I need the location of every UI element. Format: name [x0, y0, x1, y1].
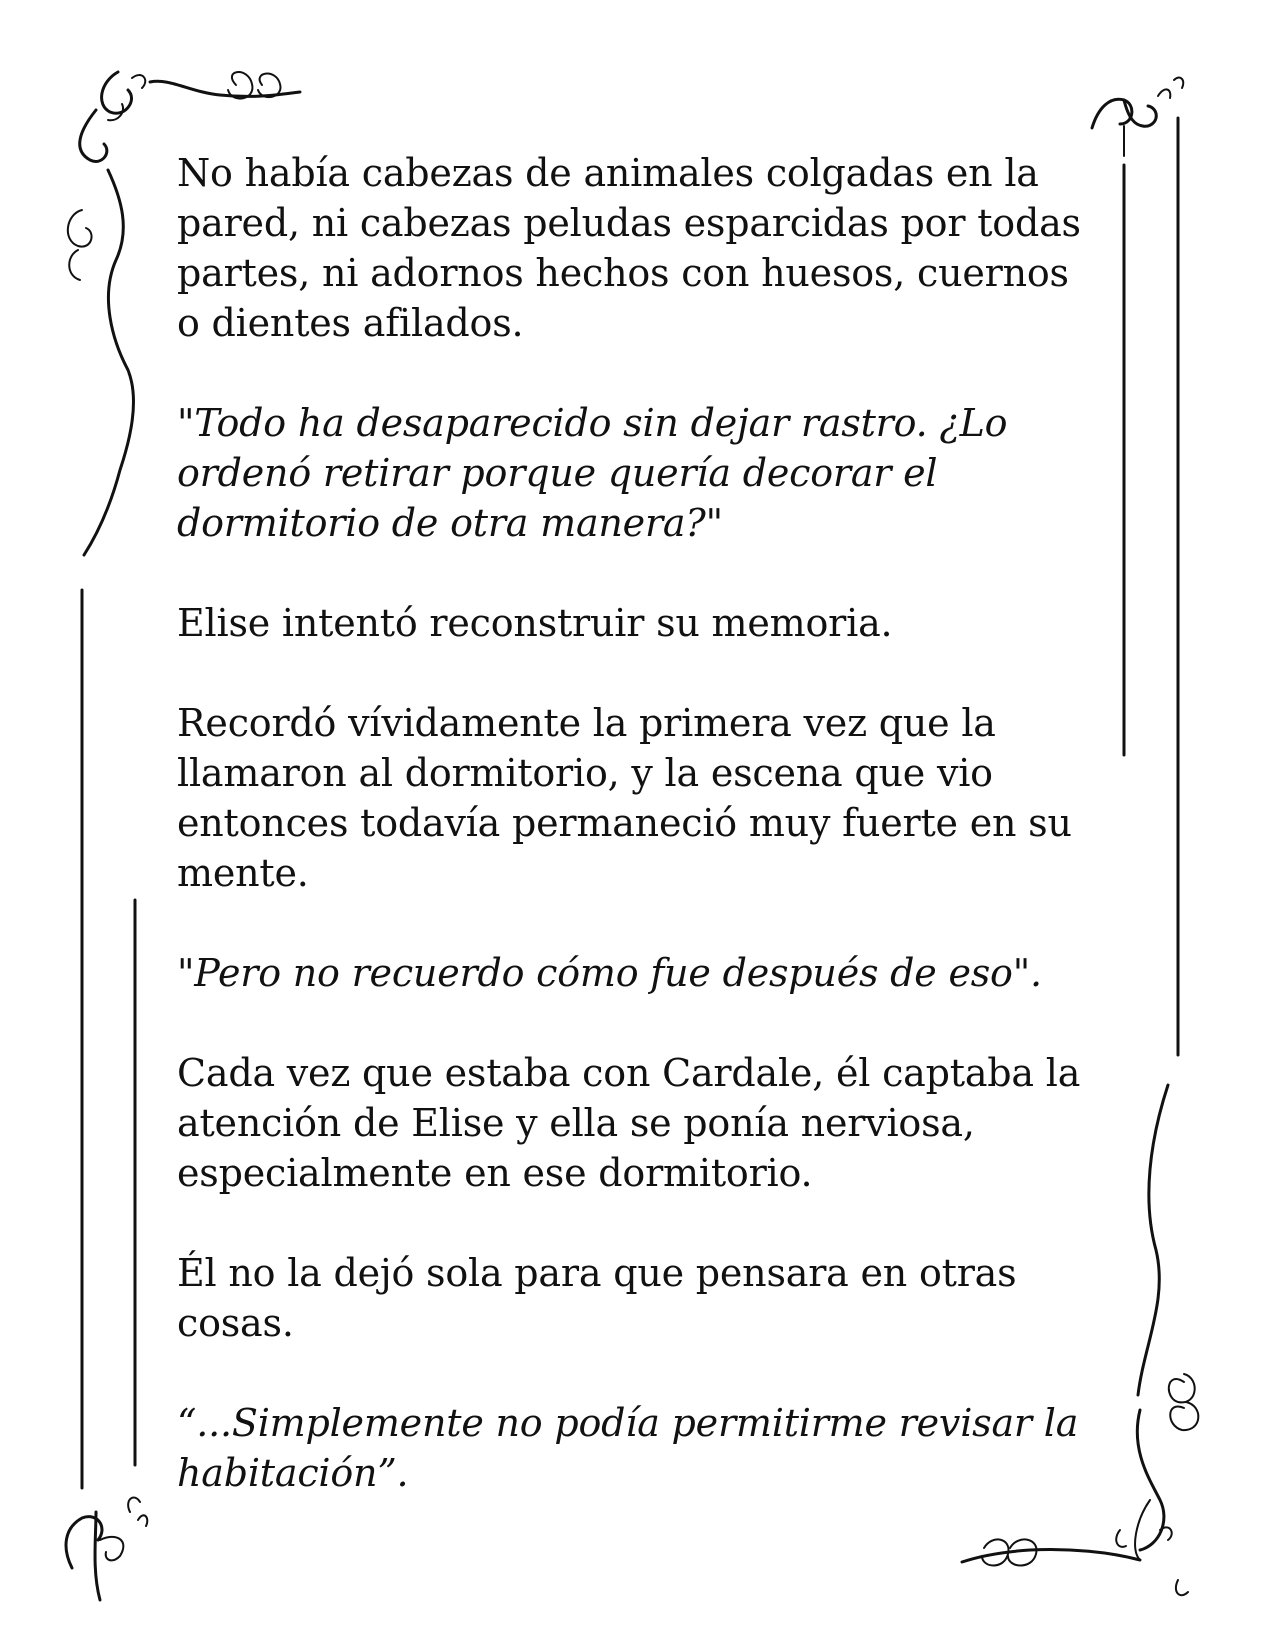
page-body	[177, 148, 1097, 1548]
paragraph-narration: Cada vez que estaba con Cardale, él captaba la atención de Elise y ella se ponía nerviosa, especialmente en ese dormitorio.	[177, 1051, 1093, 1195]
paragraph-thought: “...Simplemente no podía permitirme revisar la habitación”.	[177, 1401, 1091, 1495]
paragraph-narration: Recordó vívidamente la primera vez que la llamaron al dormitorio, y la escena que vio entonces todavía permaneció muy fuerte en su mente.	[177, 701, 1084, 895]
paragraph-narration: Él no la dejó sola para que pensara en otras cosas.	[177, 1251, 1029, 1345]
paragraph-narration: No había cabezas de animales colgadas en la pared, ni cabezas peludas esparcidas por todas partes, ni adornos hechos con huesos, cuernos o dientes afilados.	[177, 151, 1093, 345]
paragraph-narration: Elise intentó reconstruir su memoria.	[177, 601, 893, 645]
paragraph-thought: "Todo ha desaparecido sin dejar rastro. ¿Lo ordenó retirar porque quería decorar el dormitorio de otra manera?"	[177, 401, 1020, 545]
paragraph-thought: "Pero no recuerdo cómo fue después de eso".	[177, 951, 1042, 995]
flourish-bottom-left-icon	[66, 1497, 147, 1600]
flourish-top-right-icon	[1092, 78, 1183, 156]
